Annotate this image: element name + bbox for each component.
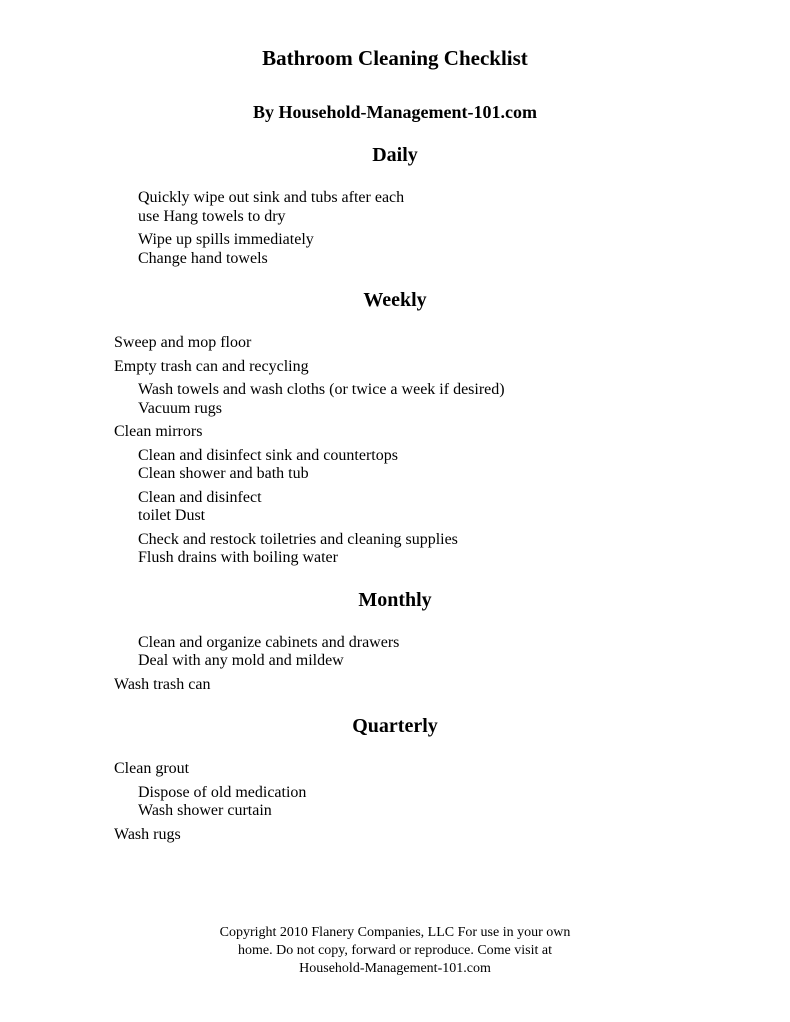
checklist-paragraph (114, 760, 770, 779)
section-quarterly (0, 715, 790, 844)
checklist-paragraph (138, 381, 770, 418)
checklist-line: Dispose of old medication (138, 783, 307, 801)
checklist-line: Sweep and mop floor (114, 334, 252, 351)
checklist-line: Empty trash can and recycling (114, 357, 309, 375)
section-heading-quarterly: Quarterly (352, 715, 438, 737)
checklist-line: Clean grout (114, 760, 190, 777)
checklist-paragraph (138, 634, 770, 671)
checklist-line: Change hand towels (138, 249, 268, 267)
checklist-line: Check and restock toiletries and cleaning supplies (138, 530, 458, 548)
checklist-line: Clean and disinfect sink and countertops (138, 446, 398, 464)
section-weekly (0, 289, 790, 568)
checklist-line: Clean and organize cabinets and drawers (138, 633, 400, 651)
checklist-paragraph (138, 447, 770, 484)
checklist-paragraph (138, 531, 770, 568)
checklist-paragraph (138, 189, 770, 226)
document-title: Bathroom Cleaning Checklist (262, 46, 528, 70)
checklist-line: Clean mirrors (114, 423, 203, 440)
checklist-line: use Hang towels to dry (138, 207, 286, 225)
section-daily (0, 144, 790, 268)
checklist-line: Deal with any mold and mildew (138, 652, 344, 669)
checklist-paragraph (114, 826, 770, 845)
checklist-paragraph (114, 358, 770, 377)
checklist-line: Wipe up spills immediately (138, 231, 314, 248)
document-byline: By Household-Management-101.com (253, 102, 537, 122)
copyright-line: Copyright 2010 Flanery Companies, LLC For use in your own (219, 925, 571, 940)
section-heading-daily: Daily (372, 144, 418, 166)
checklist-paragraph (138, 231, 770, 268)
checklist-paragraph (138, 784, 770, 821)
checklist-paragraph (138, 489, 770, 526)
copyright-line: home. Do not copy, forward or reproduce. Come visit at (237, 943, 552, 958)
checklist-paragraph (114, 676, 770, 695)
checklist-line: Clean and disinfect (138, 488, 262, 506)
checklist-line: Flush drains with boiling water (138, 549, 338, 566)
section-heading-weekly: Weekly (363, 289, 427, 311)
checklist-line: Wash towels and wash cloths (or twice a week if desired) (138, 381, 505, 398)
checklist-paragraph (114, 334, 770, 353)
section-heading-monthly: Monthly (358, 588, 432, 611)
checklist-line: Wash shower curtain (138, 802, 272, 819)
section-monthly (0, 589, 790, 695)
checklist-line: Vacuum rugs (138, 399, 222, 417)
checklist-line: toilet Dust (138, 507, 206, 524)
checklist-line: Wash trash can (114, 675, 211, 693)
checklist-line: Quickly wipe out sink and tubs after each (138, 189, 405, 206)
checklist-line: Clean shower and bath tub (138, 465, 309, 482)
copyright-footer (0, 924, 790, 978)
checklist-line: Wash rugs (114, 825, 181, 843)
checklist-paragraph (114, 423, 770, 442)
copyright-line: Household-Management-101.com (299, 961, 491, 976)
